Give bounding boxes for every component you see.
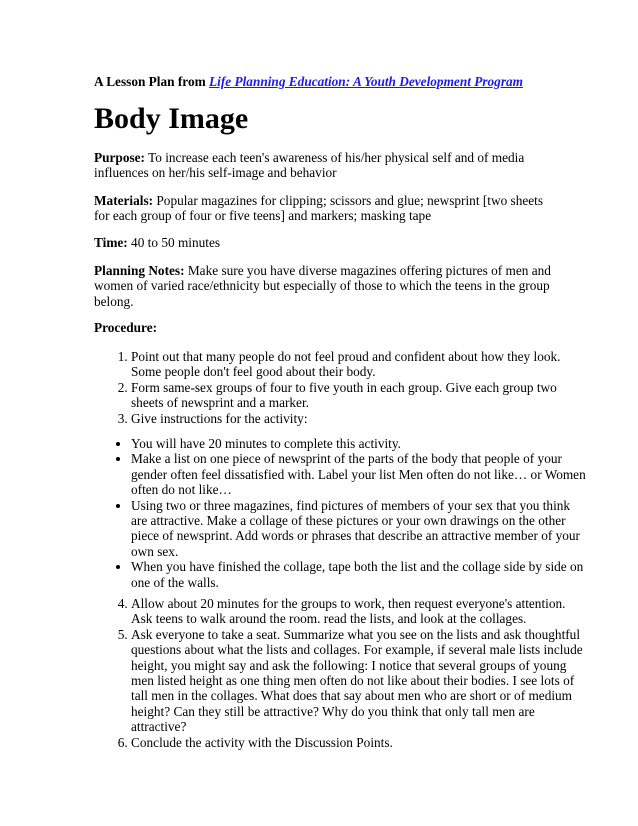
planning-notes-label: Planning Notes: bbox=[94, 263, 185, 278]
time-text: 40 to 50 minutes bbox=[127, 235, 221, 250]
procedure-step: 4. Allow about 20 minutes for the groups to work, then request everyone's attention. Ask teens to walk around the room. read the lists, and look at the collages. bbox=[131, 596, 586, 627]
instruction-bullet: • You will have 20 minutes to complete this activity. bbox=[131, 436, 586, 451]
materials-label: Materials: bbox=[94, 193, 154, 208]
time-paragraph bbox=[94, 235, 554, 250]
procedure-step: 6. Conclude the activity with the Discussion Points. bbox=[131, 735, 586, 750]
instruction-bullet: • Make a list on one piece of newsprint of the parts of the body that people of your gender often feel dissatisfied with. Label your list Men often do not like… or Women often do not like… bbox=[131, 451, 586, 497]
purpose-paragraph bbox=[94, 150, 554, 181]
procedure-steps-part-2 bbox=[94, 596, 586, 750]
planning-notes-paragraph bbox=[94, 263, 554, 309]
page-title: Body Image bbox=[94, 102, 249, 135]
procedure-heading bbox=[94, 320, 554, 335]
procedure-step: 5. Ask everyone to take a seat. Summarize what you see on the lists and ask thoughtful questions about what the lists and collages. For example, if several male lists include height, you might say and ask the following: I notice that several groups of young men listed height as one thing men often do not like about their bodies. I see lots of tall men in the collages. What does that say about men who are short or of medium height? Can they still be attractive? Why do you think that only tall men are attractive? bbox=[131, 627, 586, 735]
activity-instructions-list bbox=[94, 436, 586, 590]
procedure-step: 2. Form same-sex groups of four to five youth in each group. Give each group two sheets of newsprint and a marker. bbox=[131, 380, 586, 411]
instruction-bullet: • Using two or three magazines, find pictures of members of your sex that you think are attractive. Make a collage of these pictures or your own drawings on the other piece of newsprint. Add words or phrases that describe an attractive member of your own sex. bbox=[131, 498, 586, 560]
procedure-step: 1. Point out that many people do not feel proud and confident about how they look. Some people don't feel good about their body. bbox=[131, 349, 586, 380]
time-label: Time: bbox=[94, 235, 128, 250]
instruction-bullet: • When you have finished the collage, tape both the list and the collage side by side on one of the walls. bbox=[131, 559, 586, 590]
purpose-label: Purpose: bbox=[94, 150, 145, 165]
procedure-label: Procedure: bbox=[94, 320, 158, 335]
procedure-steps-part-1 bbox=[94, 349, 586, 426]
procedure-step: 3. Give instructions for the activity: bbox=[131, 411, 586, 426]
purpose-text: To increase each teen's awareness of his/her physical self and of media influences on her/his self-image and behavior bbox=[94, 150, 525, 181]
materials-paragraph bbox=[94, 193, 554, 224]
materials-text: Popular magazines for clipping; scissors and glue; newsprint [two sheets for each group of four or five teens] and markers; masking tape bbox=[94, 193, 544, 224]
planning-notes-text: Make sure you have diverse magazines offering pictures of men and women of varied race/ethnicity but especially of those to which the teens in the group belong. bbox=[94, 263, 551, 309]
source-link[interactable]: Life Planning Education: A Youth Development Program bbox=[209, 74, 523, 89]
lesson-plan-header bbox=[94, 74, 523, 89]
header-prefix: A Lesson Plan from bbox=[94, 74, 210, 89]
